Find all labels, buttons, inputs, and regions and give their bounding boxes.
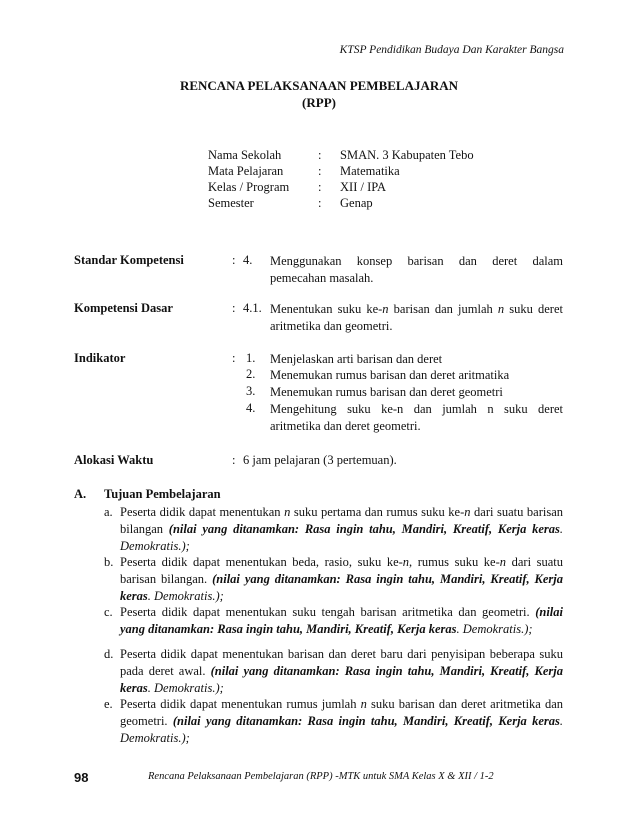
identity-label: Semester xyxy=(208,196,254,210)
kompetensi-dasar-label: Kompetensi Dasar xyxy=(74,301,173,315)
text-segment: suku pertama dan rumus suku ke- xyxy=(290,505,465,519)
footer-text: Rencana Pelaksanaan Pembelajaran (RPP) -MTK untuk SMA Kelas X & XII / 1-2 xyxy=(148,771,494,782)
text-segment: Peserta didik dapat menentukan beda, rasio, suku ke- xyxy=(120,555,403,569)
italic-n: n xyxy=(360,697,367,711)
indikator-number: 3. xyxy=(246,384,256,398)
indikator-item-4-line-2: aritmetika dan deret geometri. xyxy=(270,419,421,433)
italic-n: n xyxy=(402,555,410,569)
text-segment: Menentukan suku ke- xyxy=(270,302,383,316)
indikator-item-1: Menjelaskan arti barisan dan deret xyxy=(270,352,443,366)
running-header: KTSP Pendidikan Budaya Dan Karakter Bangsa xyxy=(339,44,564,56)
page-number: 98 xyxy=(74,770,89,785)
item-marker: c. xyxy=(104,605,113,619)
italic-n: n xyxy=(284,505,291,519)
tujuan-item-a xyxy=(104,504,563,555)
nilai-text: (nilai yang ditanamkan: Rasa ingin tahu, Mandiri, Kreatif, Kerja keras xyxy=(172,714,560,728)
identity-colon: : xyxy=(318,196,322,210)
item-body xyxy=(120,646,563,697)
standar-colon: : xyxy=(232,253,236,267)
indikator-number: 2. xyxy=(246,367,256,381)
demokratis-text: Demokratis.); xyxy=(462,622,533,636)
indikator-item-2: Menemukan rumus barisan dan deret aritmatika xyxy=(270,368,510,382)
indikator-number: 1. xyxy=(246,351,256,365)
indikator-label: Indikator xyxy=(74,351,126,365)
indikator-colon: : xyxy=(232,351,236,365)
tujuan-heading xyxy=(74,487,221,502)
standar-kompetensi-label: Standar Kompetensi xyxy=(74,253,184,267)
demokratis-text: Demokratis.); xyxy=(120,539,190,553)
tujuan-item-b xyxy=(104,554,563,605)
kompetensi-dasar-text xyxy=(270,301,563,335)
alokasi-colon: : xyxy=(232,453,236,467)
document-subtitle: (RPP) xyxy=(302,95,336,110)
indikator-item-3: Menemukan rumus barisan dan deret geometri xyxy=(270,385,503,399)
standar-line-2: pemecahan masalah. xyxy=(270,271,374,285)
identity-colon: : xyxy=(318,148,322,162)
separator: . xyxy=(559,522,563,536)
text-segment: Peserta didik dapat menentukan barisan dan deret baru dari penyisipan beberapa suku pada deret awal. xyxy=(120,647,563,678)
item-marker: b. xyxy=(104,555,114,569)
standar-number: 4. xyxy=(243,253,253,267)
kompetensi-line-2: aritmetika dan geometri. xyxy=(270,319,393,333)
kompetensi-colon: : xyxy=(232,301,236,315)
indikator-item-4-line-1: Mengehitung suku ke-n dan jumlah n suku deret xyxy=(270,402,563,416)
item-body xyxy=(120,554,563,605)
separator: . xyxy=(147,681,151,695)
identity-colon: : xyxy=(318,180,322,194)
item-marker: d. xyxy=(104,647,114,661)
identity-value: SMAN. 3 Kabupaten Tebo xyxy=(340,148,474,162)
item-marker: a. xyxy=(104,505,113,519)
tujuan-item-c xyxy=(104,604,563,638)
identity-label: Nama Sekolah xyxy=(208,148,282,162)
tujuan-item-d xyxy=(104,646,563,697)
text-segment: , rumus suku ke- xyxy=(409,555,500,569)
indikator-number: 4. xyxy=(246,401,256,415)
item-body xyxy=(120,604,563,638)
identity-label: Mata Pelajaran xyxy=(208,164,284,178)
alokasi-waktu-value: 6 jam pelajaran (3 pertemuan). xyxy=(243,453,397,467)
demokratis-text: Demokratis.); xyxy=(120,731,190,745)
identity-value: XII / IPA xyxy=(340,180,387,194)
identity-colon: : xyxy=(318,164,322,178)
identity-label: Kelas / Program xyxy=(208,180,290,194)
identity-value: Matematika xyxy=(340,164,400,178)
demokratis-text: Demokratis.); xyxy=(154,589,224,603)
text-segment: Peserta didik dapat menentukan rumus jumlah xyxy=(120,697,361,711)
text-segment: Peserta didik dapat menentukan suku tengah barisan aritmetika dan geometri. xyxy=(120,605,536,619)
item-body xyxy=(120,696,563,747)
nilai-text: (nilai yang ditanamkan: Rasa ingin tahu, Mandiri, Kreatif, Kerja keras xyxy=(120,664,563,695)
section-letter: A. xyxy=(74,487,87,501)
standar-kompetensi-text xyxy=(270,253,563,287)
document-title: RENCANA PELAKSANAAN PEMBELAJARAN xyxy=(179,78,459,93)
separator: . xyxy=(456,622,460,636)
separator: . xyxy=(559,714,563,728)
tujuan-item-e xyxy=(104,696,563,747)
separator: . xyxy=(147,589,151,603)
kompetensi-line-1 xyxy=(270,301,563,318)
text-segment: dari suatu barisan bilangan. xyxy=(120,555,564,586)
standar-line-1: Menggunakan konsep barisan dan deret dalam xyxy=(270,254,563,268)
item-marker: e. xyxy=(104,697,113,711)
nilai-text: (nilai yang ditanamkan: Rasa ingin tahu, Mandiri, Kreatif, Kerja keras xyxy=(168,522,560,536)
nilai-text: (nilai yang ditanamkan: Rasa ingin tahu, Mandiri, Kreatif, Kerja keras xyxy=(120,572,564,603)
italic-n: n xyxy=(499,555,507,569)
section-heading-text: Tujuan Pembelajaran xyxy=(104,487,221,501)
text-segment: Peserta didik dapat menentukan xyxy=(120,505,285,519)
kompetensi-number: 4.1. xyxy=(243,301,262,315)
demokratis-text: Demokratis.); xyxy=(154,681,224,695)
text-segment: suku deret xyxy=(504,302,563,316)
italic-n: n xyxy=(497,302,505,316)
text-segment: suku barisan dan deret aritmetika dan geometri. xyxy=(120,697,563,728)
item-body xyxy=(120,504,563,555)
italic-n: n xyxy=(382,302,389,316)
text-segment: barisan dan jumlah xyxy=(388,302,498,316)
nilai-text: (nilai yang ditanamkan: Rasa ingin tahu, Mandiri, Kreatif, Kerja keras xyxy=(120,605,563,636)
indikator-item-4 xyxy=(270,401,563,435)
alokasi-waktu-label: Alokasi Waktu xyxy=(74,453,154,467)
identity-value: Genap xyxy=(340,196,373,210)
text-segment: dari suatu barisan bilangan xyxy=(120,505,564,536)
italic-n: n xyxy=(464,505,471,519)
